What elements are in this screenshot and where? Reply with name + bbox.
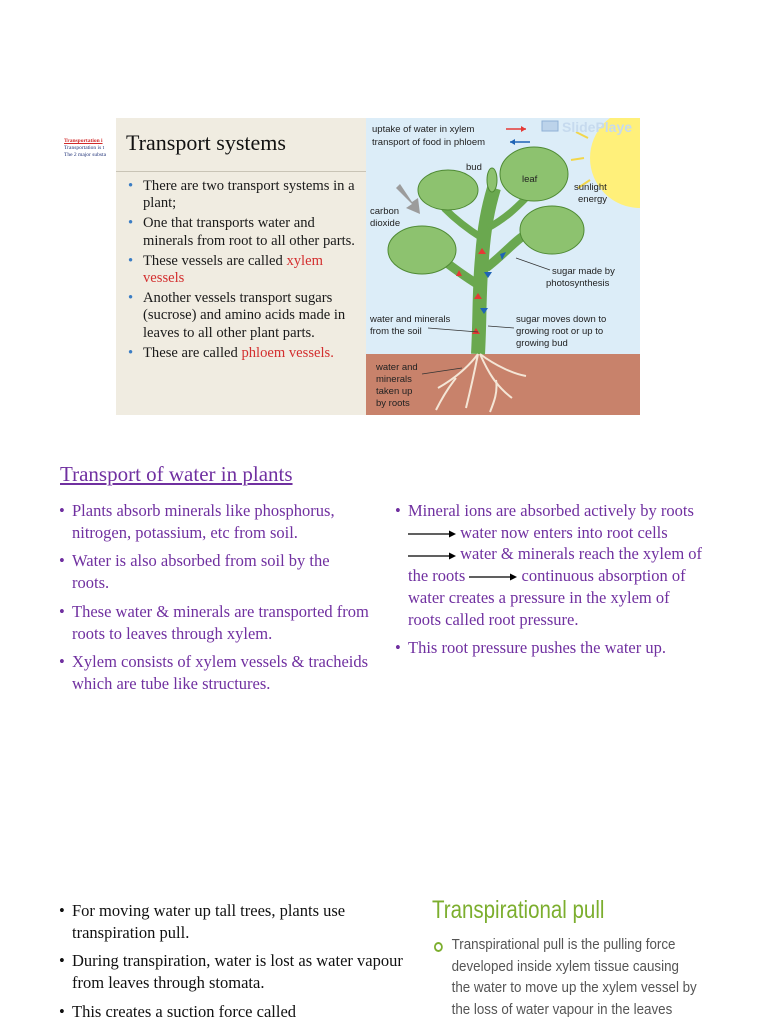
arrow-right-icon [408, 529, 456, 539]
label-sugar-moves: sugar moves down to [516, 314, 607, 325]
label-minerals: minerals [376, 374, 412, 385]
slide-text-panel [60, 118, 366, 415]
transport-systems-slide [60, 118, 640, 415]
label-energy: energy [578, 194, 608, 205]
bud-shape [487, 168, 497, 192]
arrow-right-icon [408, 551, 456, 561]
list-item: • Water is also absorbed from soil by the roots. [59, 550, 369, 593]
title-divider [116, 171, 366, 172]
list-item: • This root pressure pushes the water up. [395, 637, 705, 659]
embedded-thumbnail-strip [60, 118, 116, 415]
thumbnail-line: Transportation is t [64, 145, 105, 151]
xylem-highlight: xylem vessels [143, 252, 323, 287]
legend-xylem: uptake of water in xylem [372, 124, 475, 135]
label-from-soil: from the soil [370, 326, 422, 337]
slide-bullet: • Another vessels transport sugars (sucrose) and amino acids made in leaves to all other plant parts. [116, 290, 364, 342]
section-heading-water-transport: Transport of water in plants [60, 462, 293, 486]
label-bud: bud [466, 162, 482, 173]
phloem-highlight: phloem vessels. [241, 344, 334, 361]
label-carbon: carbon [370, 206, 400, 217]
water-transport-right-list [395, 500, 705, 666]
leaf-shape [418, 170, 478, 210]
list-item: • These water & minerals are transported from roots to leaves through xylem. [59, 601, 369, 644]
list-item: • Mineral ions are absorbed actively by roots water now enters into root cells water & minerals reach the xylem of the roots continuous absorption of water creates a pressure in the xylem of roots called root pressure. [395, 500, 705, 630]
label-growing-bud: growing bud [516, 338, 568, 349]
label-water-minerals: water and minerals [370, 314, 451, 325]
label-sugar-made: sugar made by [552, 266, 615, 277]
plant-diagram-svg [366, 118, 640, 415]
circle-bullet-icon [434, 942, 443, 952]
label-water-and: water and [376, 362, 418, 373]
slide-bullet: • There are two transport systems in a plant; [116, 178, 364, 212]
label-dioxide: dioxide [370, 218, 401, 229]
plant-transport-diagram [366, 118, 640, 415]
leaf-shape [520, 206, 584, 254]
slide-text: Transpirational pull is the pulling force developed inside xylem tissue causing the water to move up the xylem vessel by the loss of water vapour in the leaves [451, 936, 697, 1018]
slide-bullet: • These are called phloem vessels. [116, 345, 364, 362]
label-sunlight: sunlight [574, 182, 607, 193]
watermark-text: SlidePlaye [562, 119, 633, 135]
slide-title: Transpirational pull [432, 896, 605, 924]
label-growing-root: growing root or up to [516, 326, 604, 337]
list-item: • Xylem consists of xylem vessels & tracheids which are tube like structures. [59, 651, 369, 694]
label-taken-up: taken up [376, 386, 413, 397]
slide-bullet-list [116, 178, 364, 365]
arrow-right-icon [469, 572, 517, 582]
water-transport-left-list [59, 500, 369, 702]
transpiration-list [59, 900, 419, 1030]
slide-bullet: • These vessels are called xylem vessels [116, 253, 364, 287]
thumbnail-line: Transportation i [64, 138, 103, 144]
label-leaf: leaf [522, 174, 538, 185]
transpirational-pull-slide [420, 894, 720, 1024]
slide-title: Transport systems [126, 130, 286, 155]
leaf-shape [388, 226, 456, 274]
slide-bullet: • One that transports water and minerals from root to all other parts. [116, 215, 364, 249]
list-item: • During transpiration, water is lost as water vapour from leaves through stomata. [59, 950, 419, 993]
legend-phloem: transport of food in phloem [372, 137, 486, 148]
list-item: • Plants absorb minerals like phosphorus, nitrogen, potassium, etc from soil. [59, 500, 369, 543]
list-item: • This creates a suction force called [59, 1001, 419, 1023]
label-photosynthesis: photosynthesis [546, 278, 610, 289]
label-by-roots: by roots [376, 398, 410, 409]
thumbnail-line: The 2 major substa [64, 152, 107, 158]
slide-body [434, 934, 698, 1020]
list-item: • For moving water up tall trees, plants use transpiration pull. [59, 900, 419, 943]
